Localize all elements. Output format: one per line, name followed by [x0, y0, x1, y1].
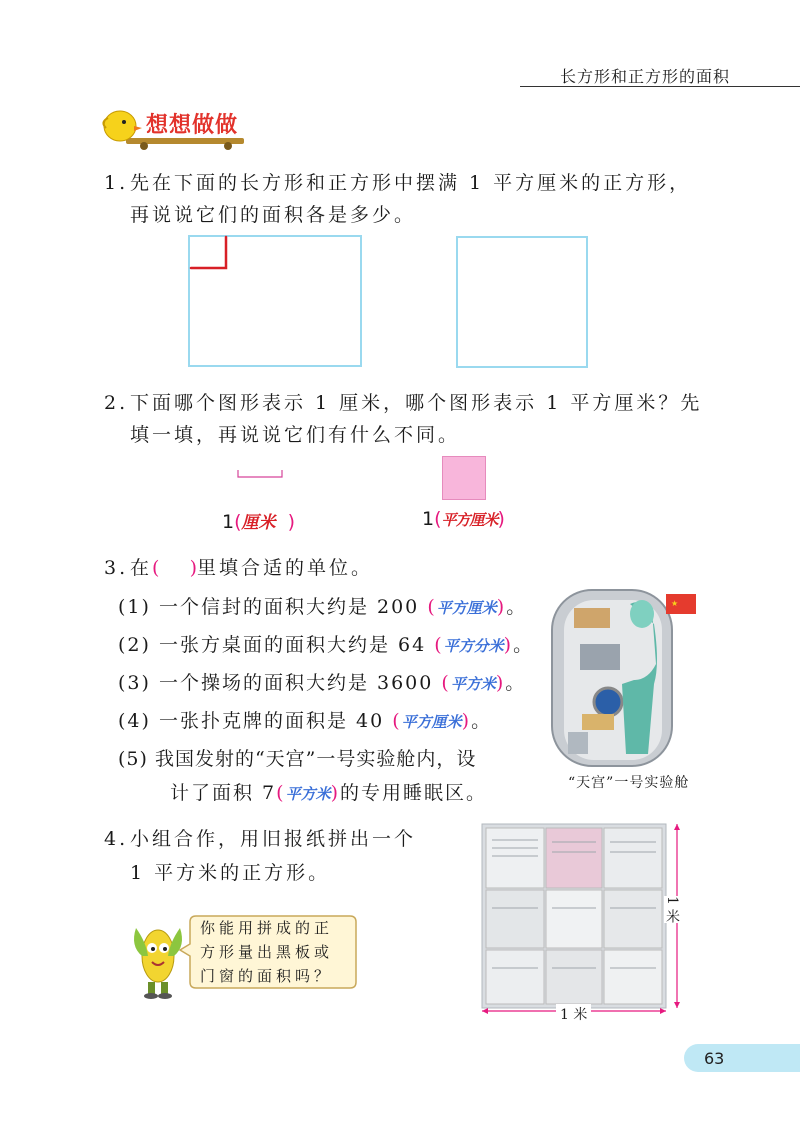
- page-number-tab: [684, 1044, 800, 1072]
- item-label: (5): [118, 748, 148, 770]
- paren-open: (: [434, 508, 442, 530]
- paren-open: (: [434, 634, 444, 656]
- square-figure: [456, 236, 588, 368]
- q1-line1: 先在下面的长方形和正方形中摆满 1 平方厘米的正方形，: [130, 172, 692, 194]
- q3-prompt-a: 在: [130, 557, 153, 579]
- paren-close: ): [497, 508, 505, 530]
- paren-open: (: [392, 710, 402, 732]
- q3-item-1: (1) 一个信封的面积大约是 200 (平方厘米)。: [118, 596, 528, 618]
- q2-answer-a-fill: 厘米: [241, 513, 276, 533]
- q3-item-5-cont: [170, 776, 487, 811]
- paren-open: (: [276, 782, 286, 804]
- item-answer: 平方厘米: [436, 599, 497, 617]
- section-title: 想想做做: [146, 113, 239, 138]
- newspaper-square-image: [476, 818, 672, 1014]
- item-answer: 平方米: [450, 675, 496, 693]
- blank-parens: ( ): [152, 557, 198, 579]
- q2-answer-a: [222, 508, 295, 533]
- item-text: 一张方桌面的面积大约是 64: [158, 634, 427, 656]
- item-text: 的专用睡眠区。: [340, 782, 488, 804]
- q1-number: 1.: [104, 172, 129, 194]
- one-cm-segment: [236, 468, 286, 480]
- height-label: 1 米: [664, 896, 680, 924]
- item-text: 一个操场的面积大约是 3600: [158, 672, 434, 694]
- q4-line2: 1 平方米的正方形。: [130, 862, 331, 884]
- image-caption: “天宫”一号实验舱: [568, 775, 690, 791]
- q3-prompt-b: 里填合适的单位。: [197, 557, 374, 579]
- item-label: (4): [118, 710, 151, 732]
- q1-line2: 再说说它们的面积各是多少。: [130, 204, 417, 226]
- q2-line1: 下面哪个图形表示 1 厘米，哪个图形表示 1 平方厘米？先: [130, 392, 703, 414]
- paren-close: ): [496, 596, 507, 618]
- q2-answer-b-prefix: 1: [422, 508, 435, 530]
- paren-close: ): [330, 782, 340, 804]
- paren-close: ): [503, 634, 514, 656]
- item-text: 计了面积 7: [170, 782, 277, 804]
- item-text: 一个信封的面积大约是 200: [158, 596, 420, 618]
- item-label: (3): [118, 672, 151, 694]
- svg-text:★: ★: [671, 599, 679, 608]
- item-label: (1): [118, 596, 151, 618]
- page-number: 63: [704, 1049, 725, 1068]
- bubble-line-1: 你能用拼成的正: [200, 919, 334, 937]
- q3-item-2: (2) 一张方桌面的面积大约是 64 (平方分米)。: [118, 634, 535, 656]
- paren-open: (: [234, 511, 242, 533]
- item-text: 我国发射的“天宫”一号实验舱内，设: [154, 748, 477, 770]
- paren-close: ): [495, 672, 506, 694]
- q2-line2: 填一填，再说说它们有什么不同。: [130, 424, 461, 446]
- unit-square-drawing: [188, 235, 232, 275]
- item-label: (2): [118, 634, 151, 656]
- bubble-line-3: 门窗的面积吗？: [200, 967, 334, 985]
- q2-number: 2.: [104, 392, 129, 414]
- item-answer: 平方米: [285, 785, 331, 803]
- q3-item-4: (4) 一张扑克牌的面积是 40 (平方厘米)。: [118, 710, 493, 732]
- bubble-line-2: 方形量出黑板或: [200, 943, 334, 961]
- q2-answer-b-fill: 平方厘米: [441, 511, 498, 529]
- item-text: 一张扑克牌的面积是 40: [158, 710, 385, 732]
- q3-number: 3.: [104, 557, 129, 579]
- paren-open: (: [441, 672, 451, 694]
- item-answer: 平方分米: [443, 637, 504, 655]
- paren-close: ): [275, 511, 296, 533]
- chapter-title: 长方形和正方形的面积: [559, 67, 730, 86]
- q2-answer-b: [422, 508, 505, 530]
- paren-close: ): [461, 710, 472, 732]
- tiangong-cabin-image: [544, 584, 700, 768]
- q4-number: 4.: [104, 828, 129, 850]
- q3-prompt: [130, 551, 373, 585]
- q3-item-5: [118, 742, 476, 776]
- q4-line1: 小组合作，用旧报纸拼出一个: [130, 828, 417, 850]
- width-label: 1 米: [556, 1004, 591, 1024]
- q2-answer-a-prefix: 1: [222, 511, 235, 533]
- header-rule: [520, 86, 800, 87]
- item-answer: 平方厘米: [401, 713, 462, 731]
- q3-item-3: (3) 一个操场的面积大约是 3600 (平方米)。: [118, 672, 527, 694]
- one-sq-cm-square: [442, 456, 486, 500]
- paren-open: (: [427, 596, 437, 618]
